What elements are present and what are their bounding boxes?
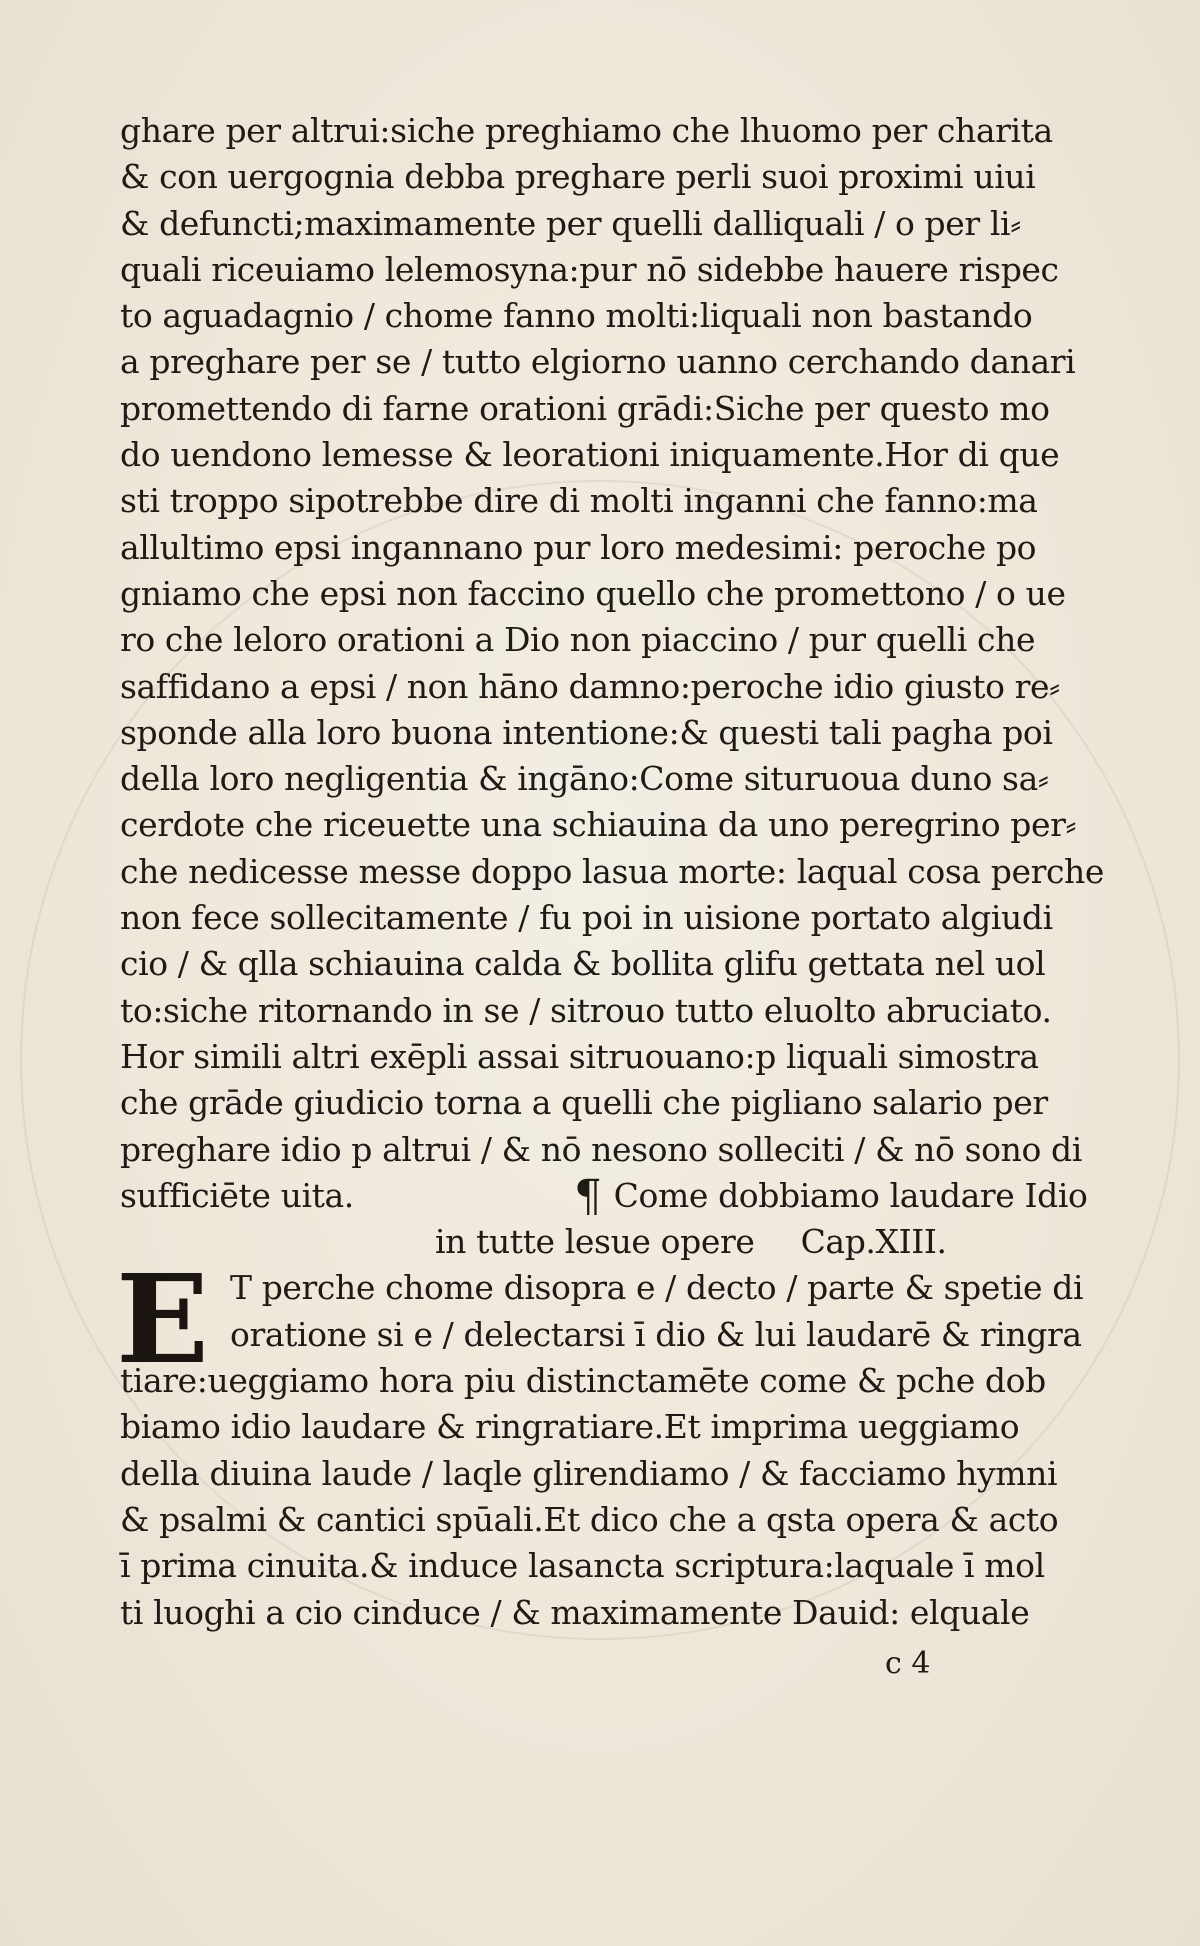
text-line-4: quali riceuiamo lelemosyna:pur nō sidebbe hauere rispec — [120, 249, 1059, 289]
text-line-19: cio / & qlla schiauina calda & bollita glifu gettata nel uol — [120, 944, 1046, 984]
pilcrow-icon: ¶ — [573, 1170, 602, 1222]
initial-line-1: T perche chome disopra e / decto / parte & spetie di — [230, 1268, 1084, 1308]
tail-line-2: biamo idio laudare & ringratiare.Et imprima ueggiamo — [120, 1407, 1020, 1447]
text-line-7: promettendo di farne orationi grādi:Siche per questo mo — [120, 388, 1050, 428]
chapter-heading-first-line — [120, 1170, 1088, 1222]
text-line-20: to:siche ritornando in se / sitrouo tutto eluolto abruciato. — [120, 990, 1052, 1030]
text-line-11: gniamo che epsi non faccino quello che promettono / o ue — [120, 573, 1066, 613]
tail-line-6: ti luoghi a cio cinduce / & maximamente Dauid: elquale — [120, 1592, 1030, 1632]
tail-line-3: della diuina laude / laqle glirendiamo / & facciamo hymni — [120, 1453, 1058, 1493]
text-line-21: Hor simili altri exēpli assai sitruouano:p liquali simostra — [120, 1036, 1039, 1076]
chapter-heading — [573, 1170, 1088, 1222]
signature-mark: c 4 — [885, 1646, 931, 1681]
closing-text: sufficiēte uita. — [120, 1175, 354, 1215]
text-line-12: ro che leloro orationi a Dio non piaccino / pur quelli che — [120, 620, 1036, 660]
chapter-title-line-1: Come dobbiamo laudare Idio — [613, 1175, 1088, 1215]
tail-line-5: ī prima cinuita.& induce lasancta scriptura:laquale ī mol — [120, 1546, 1045, 1586]
chapter-heading-second-line — [120, 1219, 1000, 1265]
text-line-14: sponde alla loro buona intentione:& questi tali pagha poi — [120, 712, 1053, 752]
text-line-8: do uendono lemesse & leorationi iniquamente.Hor di que — [120, 435, 1060, 475]
chapter-number: Cap.XIII. — [800, 1222, 947, 1262]
text-line-6: a preghare per se / tutto elgiorno uanno cerchando danari — [120, 342, 1076, 382]
initial-line-2: oratione si e / delectarsi ī dio & lui laudarē & ringra — [230, 1314, 1082, 1354]
text-block — [116, 108, 1105, 1636]
text-line-16: cerdote che riceuette una schiauina da uno peregrino per⸗ — [120, 805, 1077, 845]
tail-line-1: tiare:ueggiamo hora piu distinctamēte come & pche dob — [120, 1361, 1046, 1401]
text-line-5: to aguadagnio / chome fanno molti:liquali non bastando — [120, 296, 1033, 336]
text-line-15: della loro negligentia & ingāno:Come situruoua duno sa⸗ — [120, 759, 1049, 799]
text-line-10: allultimo epsi ingannano pur loro medesimi: peroche po — [120, 527, 1037, 567]
text-line-22: che grāde giudicio torna a quelli che pigliano salario per — [120, 1083, 1048, 1123]
tail-line-4: & psalmi & cantici spūali.Et dico che a qsta opera & acto — [120, 1499, 1059, 1539]
text-line-9: sti troppo sipotrebbe dire di molti inganni che fanno:ma — [120, 481, 1038, 521]
text-line-1: ghare per altrui:siche preghiamo che lhuomo per charita — [120, 111, 1053, 150]
text-line-3: & defuncti;maximamente per quelli dalliquali / o per li⸗ — [120, 203, 1021, 243]
text-line-2: & con uergognia debba preghare perli suoi proximi uiui — [120, 157, 1036, 197]
text-line-18: non fece sollecitamente / fu poi in uisione portato algiudi — [120, 898, 1053, 938]
chapter-title-line-2: in tutte lesue opere — [435, 1222, 755, 1262]
text-line-23: preghare idio p altrui / & nō nesono solleciti / & nō sono di — [120, 1129, 1082, 1169]
text-line-17: che nedicesse messe doppo lasua morte: laqual cosa perche — [120, 851, 1105, 891]
text-line-13: saffidano a epsi / non hāno damno:peroche idio giusto re⸗ — [120, 666, 1060, 706]
decorated-initial: E — [116, 1247, 209, 1392]
